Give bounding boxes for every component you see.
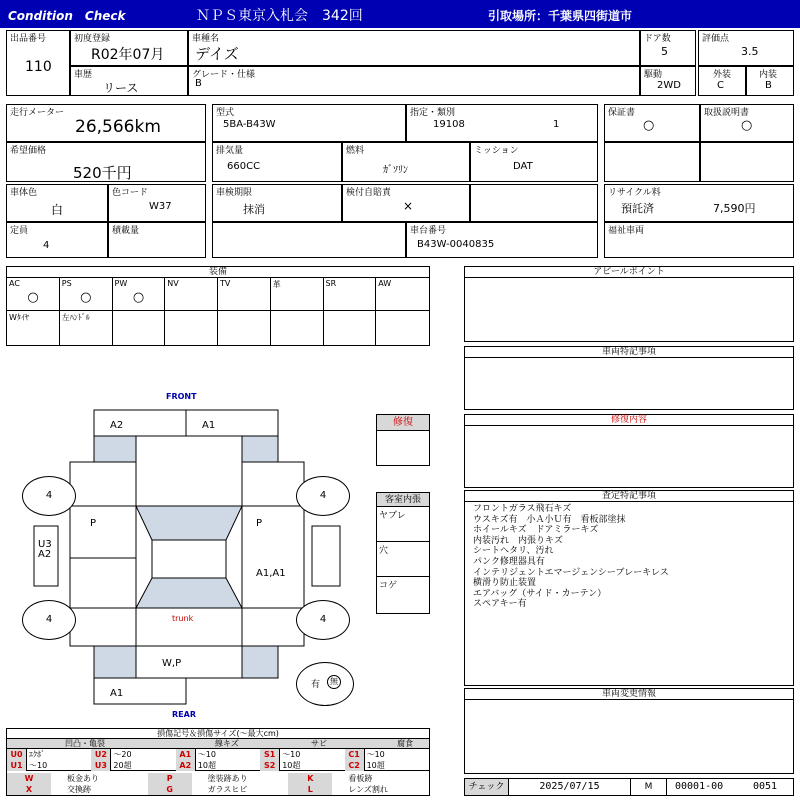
pickup-location: 引取場所：千葉県四街道市	[488, 9, 633, 23]
legend-mark-text: 板金あり	[67, 774, 99, 783]
drive-label: 駆動	[644, 70, 663, 80]
legend-code: U2	[91, 749, 111, 760]
equipment-value: ○	[27, 290, 39, 305]
model-value: 5BA-B43W	[223, 119, 276, 130]
legend-size-text: 10超	[366, 761, 385, 770]
equipment-cell	[218, 311, 271, 345]
equipment-cell	[376, 278, 429, 310]
equipment-value: ○	[132, 290, 145, 305]
inspector-notes-list	[473, 504, 789, 610]
legend-code: A2	[176, 760, 196, 771]
car-name-box	[188, 30, 640, 66]
side-right-damage: A1,A1	[256, 568, 286, 579]
equipment-label: AC	[9, 279, 20, 288]
equipment-label: SR	[325, 279, 337, 288]
legend-code: U0	[7, 749, 27, 760]
recycle-label: リサイクル料	[608, 188, 661, 198]
legend-group-corrosion: 腐食	[397, 739, 413, 748]
price-box	[6, 142, 206, 182]
legend-mark-text: 塗装跡あり	[207, 774, 248, 783]
legend-mark-text: ガラスヒビ	[207, 785, 248, 794]
equipment-cell	[165, 278, 218, 310]
blank-box-2	[700, 142, 794, 182]
grade-score-box	[698, 30, 794, 66]
blank-box-4	[212, 222, 406, 258]
app-title: Condition Check	[8, 9, 126, 23]
chassis-box	[406, 222, 598, 258]
doors-box	[640, 30, 696, 66]
front-label: FRONT	[166, 392, 197, 401]
inspector-note-line: ホイールキズ ドアミラーキズ	[473, 525, 599, 536]
legend-size-text: 〜20	[113, 750, 132, 759]
fuel-label: 燃料	[346, 146, 365, 156]
capacity-box	[6, 222, 108, 258]
legend-size-text: 〜10	[282, 750, 301, 759]
appeal-title: アピールポイント	[465, 267, 793, 278]
door-right-damage: P	[256, 518, 263, 529]
legend-mark-text: 看板跡	[348, 774, 373, 783]
header-bar	[0, 0, 800, 28]
meter-label: 走行メーター	[10, 108, 65, 118]
exterior-label: 外装	[713, 70, 732, 80]
displacement-box	[212, 142, 342, 182]
tire-rear-right: 4	[296, 600, 350, 640]
interior-value: B	[765, 80, 772, 91]
damage-legend	[6, 728, 430, 796]
chassis-label: 車台番号	[410, 226, 447, 236]
legend-group-scratch: 線キズ	[215, 739, 239, 748]
inspection-label: 車検期限	[216, 188, 253, 198]
vehicle-change-panel	[464, 688, 794, 774]
legend-mark-code: L	[288, 784, 332, 795]
tire-front-left: 4	[22, 476, 76, 516]
legend-code: U1	[7, 760, 27, 771]
rear-label: REAR	[172, 710, 196, 719]
equipment-cell	[376, 311, 429, 345]
recycle-value: 7,590円	[713, 202, 756, 215]
inspector-note-line: パンク修理器具有	[473, 556, 545, 567]
equipment-value: ○	[80, 290, 92, 305]
equipment-row-1	[7, 278, 429, 311]
inspector-note-line: 内装汚れ 内張りキズ	[473, 535, 563, 546]
equipment-cell	[324, 311, 377, 345]
equipment-cell	[60, 311, 113, 345]
insurance-value: ×	[403, 199, 414, 213]
check-code: 00001-00	[675, 781, 724, 792]
car-name-label: 車種名	[192, 34, 220, 44]
equipment-cell	[60, 278, 113, 310]
check-date: 2025/07/15	[509, 779, 631, 795]
legend-size-rows	[7, 749, 429, 771]
legend-size-text: 20超	[113, 761, 132, 770]
appeal-panel	[464, 266, 794, 342]
first-reg-label: 初度登録	[74, 34, 111, 44]
legend-mark-text: 交換跡	[67, 785, 91, 794]
equipment-cell	[271, 278, 324, 310]
equipment-label: NV	[167, 279, 179, 288]
history-box	[70, 66, 188, 96]
insurance-box	[342, 184, 470, 222]
inspector-note-line: エアバッグ（サイド・カーテン）	[473, 588, 607, 599]
color-code-label: 色コード	[112, 188, 149, 198]
legend-size-text: 〜10	[29, 761, 48, 770]
car-name-value: デイズ	[195, 45, 239, 63]
check-serial: 0051	[753, 781, 778, 792]
repair-detail-panel	[464, 414, 794, 488]
check-label: チェック	[465, 779, 509, 795]
chassis-value: B43W-0040835	[417, 239, 495, 250]
model-label: 型式	[216, 108, 235, 118]
equipment-label: AW	[378, 279, 392, 288]
drive-value: 2WD	[657, 80, 681, 91]
legend-mark-code: X	[7, 784, 51, 795]
recycle-box	[604, 184, 794, 222]
mission-value: DAT	[513, 161, 533, 172]
trunk-label: trunk	[172, 614, 194, 623]
manual-box	[700, 104, 794, 142]
legend-size-text: ｴｸﾎﾞ	[29, 750, 45, 759]
manual-label: 取扱説明書	[704, 108, 750, 118]
legend-code: U3	[91, 760, 111, 771]
inspector-note-line: フロントガラス飛石キズ	[473, 504, 572, 514]
lot-label: 出品番号	[10, 34, 47, 44]
history-value: リース	[103, 81, 139, 95]
inspector-note-line: スペアキー有	[473, 599, 527, 610]
designation-value: 19108	[433, 119, 465, 130]
first-registration-box	[70, 30, 188, 66]
legend-size-text: 10超	[282, 761, 301, 770]
equipment-cell	[271, 311, 324, 345]
equipment-cell	[7, 311, 60, 345]
tire-rear-left: 4	[22, 600, 76, 640]
grade-value: B	[195, 78, 202, 89]
grade-score-label: 評価点	[702, 34, 730, 44]
meter-value: 26,566km	[75, 117, 161, 137]
equipment-label: TV	[220, 279, 231, 288]
front-left-damage: A2	[110, 420, 124, 431]
insurance-label: 検付自賠責	[346, 188, 392, 198]
legend-mark-code: P	[148, 773, 192, 784]
legend-groups	[7, 739, 429, 749]
interior-box	[746, 66, 794, 96]
equipment-label: 左ﾊﾝﾄﾞﾙ	[61, 313, 90, 322]
legend-size-text: 〜10	[366, 750, 385, 759]
fuel-value: ｶﾞｿﾘﾝ	[383, 165, 408, 176]
equipment-cell	[113, 278, 166, 310]
color-code-value: W37	[149, 201, 172, 212]
grade-score-value: 3.5	[741, 45, 759, 58]
warranty-box	[604, 104, 700, 142]
designation-box	[406, 104, 598, 142]
class-value: 1	[553, 119, 560, 130]
cabin-cell-3	[377, 577, 429, 613]
cabin-box	[376, 492, 430, 614]
interior-label: 内装	[759, 70, 778, 80]
lot-value: 110	[25, 59, 52, 75]
welfare-box	[604, 222, 794, 258]
equipment-cell	[165, 311, 218, 345]
load-box	[108, 222, 206, 258]
legend-code: C2	[345, 760, 365, 771]
equipment-label: 革	[272, 280, 281, 289]
equipment-label: Wﾀｲﾔ	[9, 313, 29, 322]
cabin-cell-2	[377, 542, 429, 577]
color-code-box	[108, 184, 206, 222]
inspector-note-line: ウスキズ有 小Ａ小Ｕ有 看板部塗抹	[473, 514, 626, 525]
body-color-value: 白	[51, 203, 64, 217]
load-label: 積載量	[112, 226, 140, 236]
history-label: 車歴	[74, 70, 93, 80]
model-box	[212, 104, 406, 142]
doors-label: ドア数	[644, 34, 671, 44]
rear-left-damage: A1	[110, 688, 124, 699]
inspector-note-line: インテリジェントエマージェンシーブレーキレス	[473, 567, 669, 578]
price-label: 希望価格	[10, 146, 47, 156]
legend-code: S1	[260, 749, 280, 760]
grade-box	[188, 66, 640, 96]
cabin-item-hole: 穴	[379, 546, 389, 556]
legend-mark-text: レンズ割れ	[348, 785, 388, 794]
welfare-label: 福祉車両	[608, 226, 645, 236]
equipment-label: PW	[114, 279, 128, 288]
capacity-value: 4	[43, 240, 50, 251]
rear-center-damage: W,P	[162, 658, 182, 669]
cabin-item-tear: ヤブレ	[379, 511, 406, 521]
inspector-note-line: シートヘタリ、汚れ	[473, 546, 554, 557]
blank-box-3	[470, 184, 598, 222]
equipment-cell	[218, 278, 271, 310]
inspector-note-line: 横滑り防止装置	[473, 578, 537, 589]
mission-box	[470, 142, 598, 182]
side-left-damage: U3 A2	[38, 539, 52, 560]
special-notes-panel	[464, 346, 794, 410]
cabin-item-burn: コゲ	[379, 581, 398, 591]
legend-code: C1	[345, 749, 365, 760]
repair-box	[376, 414, 430, 466]
doors-value: 5	[661, 45, 668, 58]
legend-group-rust: サビ	[311, 739, 327, 748]
equipment-table	[6, 266, 430, 346]
drive-box	[640, 66, 696, 96]
equipment-row-2	[7, 311, 429, 345]
door-left-damage: P	[90, 518, 97, 529]
legend-title: 損傷記号＆損傷サイズ(〜最大cm)	[7, 729, 429, 739]
fuel-box	[342, 142, 470, 182]
equipment-title: 装備	[7, 267, 429, 278]
mission-label: ミッション	[474, 146, 519, 156]
car-diagram	[0, 388, 376, 722]
legend-mark-rows	[7, 773, 429, 795]
manual-value: ○	[741, 118, 753, 133]
displacement-label: 排気量	[216, 146, 244, 156]
legend-size-text: 〜10	[197, 750, 216, 759]
legend-group-dent: 凹凸・亀裂	[65, 739, 105, 748]
cabin-title: 客室内張	[377, 493, 429, 507]
repair-title: 修復	[377, 415, 429, 431]
legend-code: A1	[176, 749, 196, 760]
exterior-value: C	[717, 80, 724, 91]
check-mark: M	[631, 779, 667, 795]
repair-detail-title: 修復内容	[465, 415, 793, 426]
blank-box-1	[604, 142, 700, 182]
lot-number-box	[6, 30, 70, 96]
inspection-box	[212, 184, 342, 222]
spare-no-label: 無	[327, 675, 341, 689]
spare-tire-indicator	[296, 662, 354, 706]
inspector-notes-panel	[464, 490, 794, 686]
exterior-box	[698, 66, 746, 96]
inspector-notes-title: 査定特記事項	[465, 491, 793, 502]
special-notes-title: 車両特記事項	[465, 347, 793, 358]
warranty-value: ○	[643, 118, 655, 133]
legend-mark-code: G	[148, 784, 192, 795]
capacity-label: 定員	[10, 226, 29, 236]
price-value: 520千円	[73, 164, 132, 182]
designation-label: 指定・類別	[410, 108, 456, 118]
body-color-label: 車体色	[10, 188, 38, 198]
auction-title: ＮＰＳ東京入札会 342回	[196, 8, 363, 24]
legend-mark-code: K	[288, 773, 332, 784]
equipment-cell	[7, 278, 60, 310]
first-reg-value: R02年07月	[91, 47, 165, 63]
legend-mark-code: W	[7, 773, 51, 784]
front-right-damage: A1	[202, 420, 216, 431]
spare-yes-label: 有	[311, 680, 321, 690]
equipment-label: PS	[61, 279, 72, 288]
body-color-box	[6, 184, 108, 222]
warranty-label: 保証書	[608, 108, 636, 118]
footer-bar	[464, 778, 794, 796]
displacement-value: 660CC	[227, 161, 261, 172]
tire-front-right: 4	[296, 476, 350, 516]
vehicle-change-title: 車両変更情報	[465, 689, 793, 700]
meter-box	[6, 104, 206, 142]
recycle-status: 預託済	[621, 202, 654, 215]
grade-label: グレード・仕様	[192, 70, 256, 80]
cabin-cell-1	[377, 507, 429, 542]
equipment-cell	[324, 278, 377, 310]
legend-size-text: 10超	[197, 761, 216, 770]
equipment-cell	[113, 311, 166, 345]
legend-code: S2	[260, 760, 280, 771]
inspection-value: 抹消	[243, 203, 265, 216]
